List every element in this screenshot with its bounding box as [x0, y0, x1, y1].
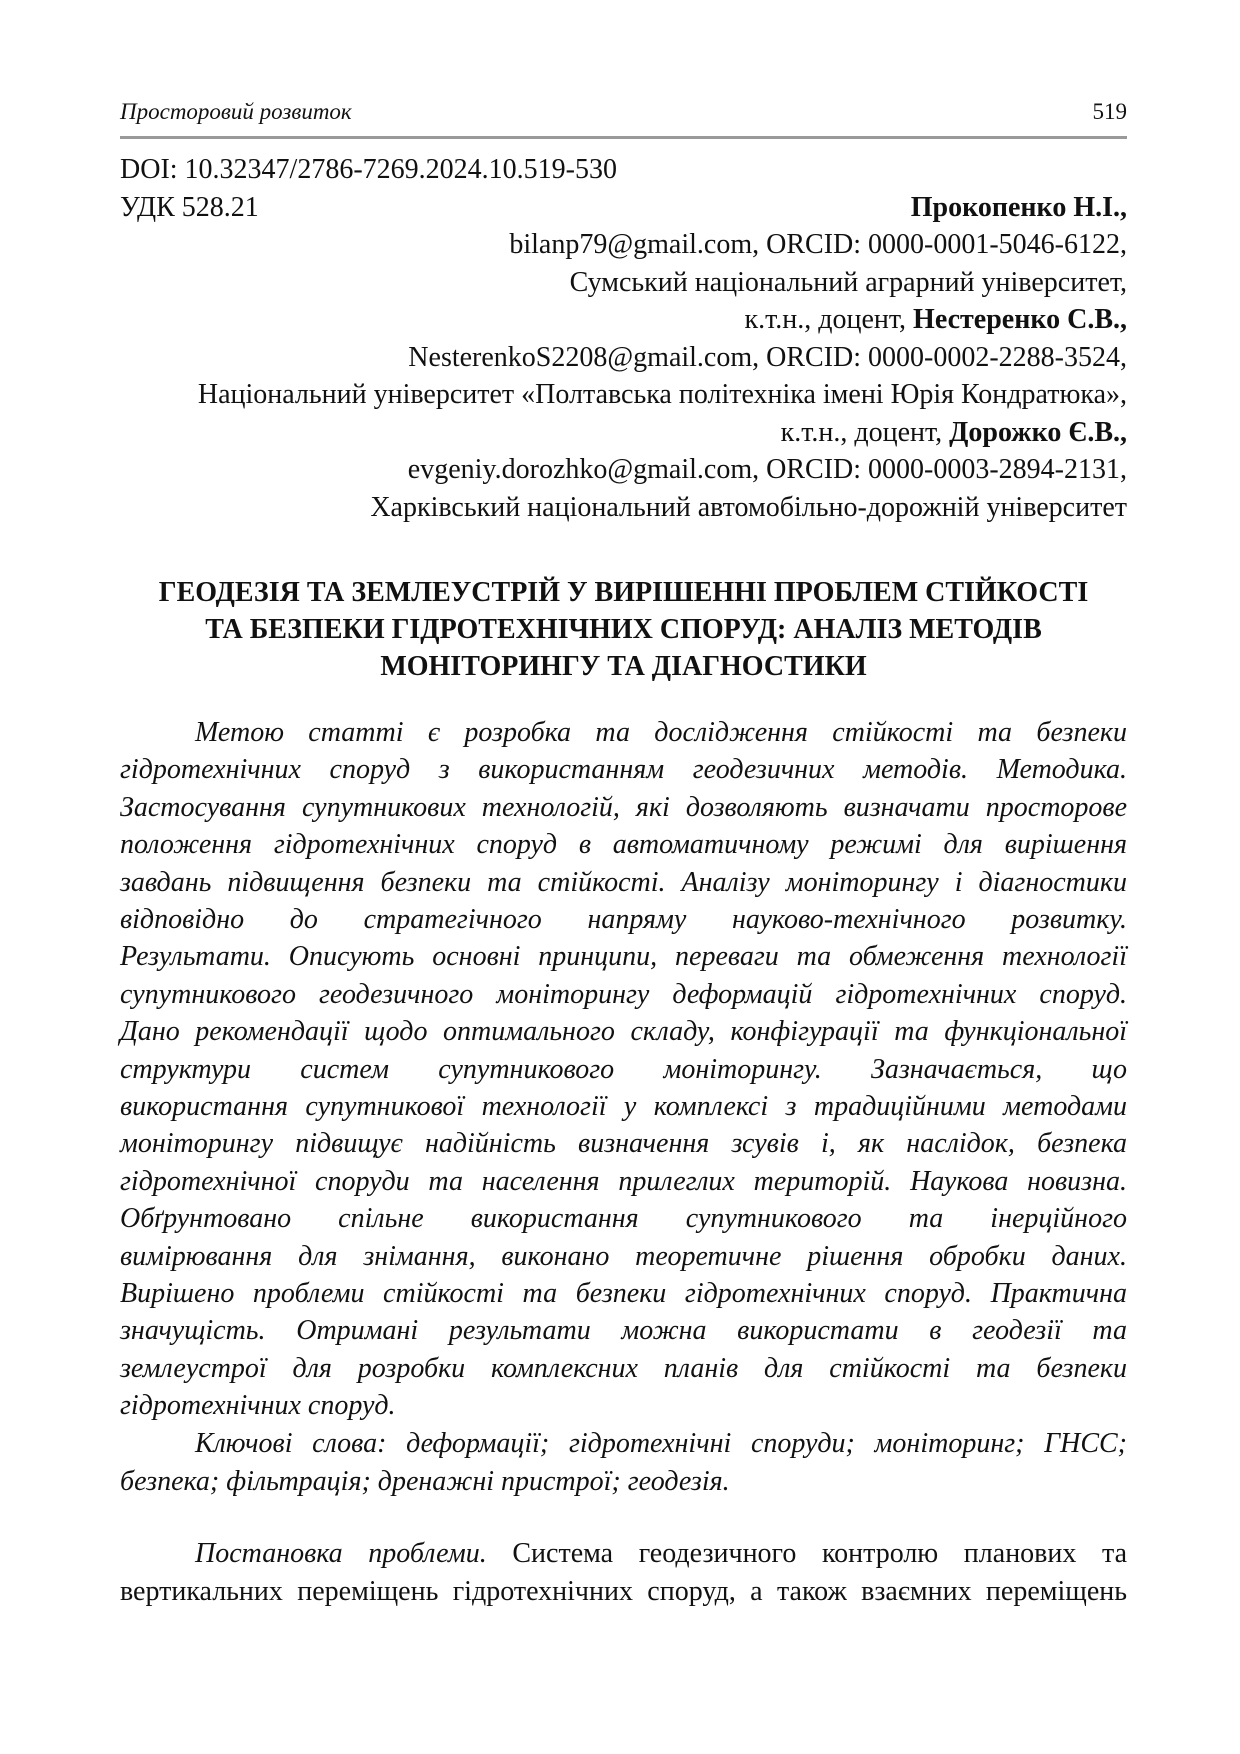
author-line [120, 189, 1127, 227]
intro-line: вертикальних переміщень гідротехнічних споруд, а також взаємних переміщень [120, 1576, 1127, 1607]
page-number: 519 [1092, 99, 1127, 124]
abstract-line: використання супутникової технології у комплексі з традиційними методами [120, 1091, 1127, 1122]
author-name: Дорожко Є.В., [949, 417, 1127, 448]
author-line [120, 264, 1127, 302]
author-degree: к.т.н., доцент, [780, 417, 950, 448]
author-name: Нестеренко С.В., [913, 304, 1127, 335]
abstract-line: відповідно до стратегічного напряму науково-технічного розвитку. [120, 904, 1127, 935]
author-line [120, 414, 1127, 452]
abstract-line: завдань підвищення безпеки та стійкості. Аналізу моніторингу і діагностики [120, 867, 1127, 898]
author-line [120, 339, 1127, 377]
abstract-line: гідротехнічних споруд з використанням геодезичних методів. Методика. [120, 754, 1127, 785]
author-contact: NesterenkoS2208@gmail.com, ORCID: 0000-0002-2288-3524, [408, 342, 1127, 373]
author-line [120, 489, 1127, 527]
abstract-line: Застосування супутникових технологій, які дозволяють визначати просторове [120, 792, 1127, 823]
author-contact: bilanp79@gmail.com, ORCID: 0000-0001-5046-6122, [509, 229, 1127, 260]
abstract-line: Метою статті є розробка та дослідження стійкості та безпеки [195, 717, 1127, 748]
author-line [120, 376, 1127, 414]
author-line [120, 226, 1127, 264]
intro-line [195, 1535, 1127, 1573]
author-line [120, 301, 1127, 339]
author-affiliation: Харківський національний автомобільно-дорожній університет [370, 492, 1127, 523]
doi: DOI: 10.32347/2786-7269.2024.10.519-530 [120, 154, 617, 185]
abstract-line: Обґрунтовано спільне використання супутникового та інерційного [120, 1203, 1127, 1234]
author-affiliation: Національний університет «Полтавська політехніка імені Юрія Кондратюка», [197, 379, 1127, 410]
author-contact: evgeniy.dorozhko@gmail.com, ORCID: 0000-0003-2894-2131, [407, 454, 1127, 485]
abstract-line: Результати. Описують основні принципи, переваги та обмеження технології [120, 941, 1127, 972]
intro-text: Система геодезичного контролю планових та [486, 1538, 1127, 1569]
abstract-line: значущість. Отримані результати можна використати в геодезії та [120, 1315, 1127, 1346]
abstract-line: землеустрої для розробки комплексних планів для стійкості та безпеки [120, 1353, 1127, 1384]
udk: УДК 528.21 [120, 192, 259, 223]
keywords-line: Ключові слова: деформації; гідротехнічні споруди; моніторинг; ГНСС; [195, 1428, 1127, 1459]
section-label: Постановка проблеми. [195, 1538, 487, 1569]
title-line: ГЕОДЕЗІЯ ТА ЗЕМЛЕУСТРІЙ У ВИРІШЕННІ ПРОБЛЕМ СТІЙКОСТІ [158, 577, 1089, 608]
abstract-line: Вирішено проблеми стійкості та безпеки гідротехнічних споруд. Практична [120, 1278, 1127, 1309]
keywords-line: безпека; фільтрація; дренажні пристрої; геодезія. [120, 1466, 730, 1497]
title-line: ТА БЕЗПЕКИ ГІДРОТЕХНІЧНИХ СПОРУД: АНАЛІЗ МЕТОДІВ [205, 614, 1042, 645]
abstract-line: моніторингу підвищує надійність визначення зсувів і, як наслідок, безпека [120, 1128, 1127, 1159]
header-divider [120, 136, 1127, 139]
abstract-line: Дано рекомендації щодо оптимального складу, конфігурації та функціональної [120, 1016, 1127, 1047]
abstract-line: вимірювання для знімання, виконано теоретичне рішення обробки даних. [120, 1241, 1127, 1272]
abstract-line: положення гідротехнічних споруд в автоматичному режимі для вирішення [120, 829, 1127, 860]
author-name: Прокопенко Н.І., [910, 192, 1127, 223]
author-line [120, 451, 1127, 489]
abstract-line: гідротехнічних споруд. [120, 1390, 396, 1421]
author-degree: к.т.н., доцент, [744, 304, 914, 335]
abstract-line: структури систем супутникового моніторингу. Зазначається, що [120, 1054, 1127, 1085]
abstract-line: гідротехнічної споруди та населення прилеглих територій. Наукова новизна. [120, 1166, 1127, 1197]
author-affiliation: Сумський національний аграрний університет, [569, 267, 1127, 298]
abstract-line: супутникового геодезичного моніторингу деформацій гідротехнічних споруд. [120, 979, 1127, 1010]
running-header-journal: Просторовий розвиток [120, 99, 352, 124]
title-line: МОНІТОРИНГУ ТА ДІАГНОСТИКИ [380, 651, 867, 682]
